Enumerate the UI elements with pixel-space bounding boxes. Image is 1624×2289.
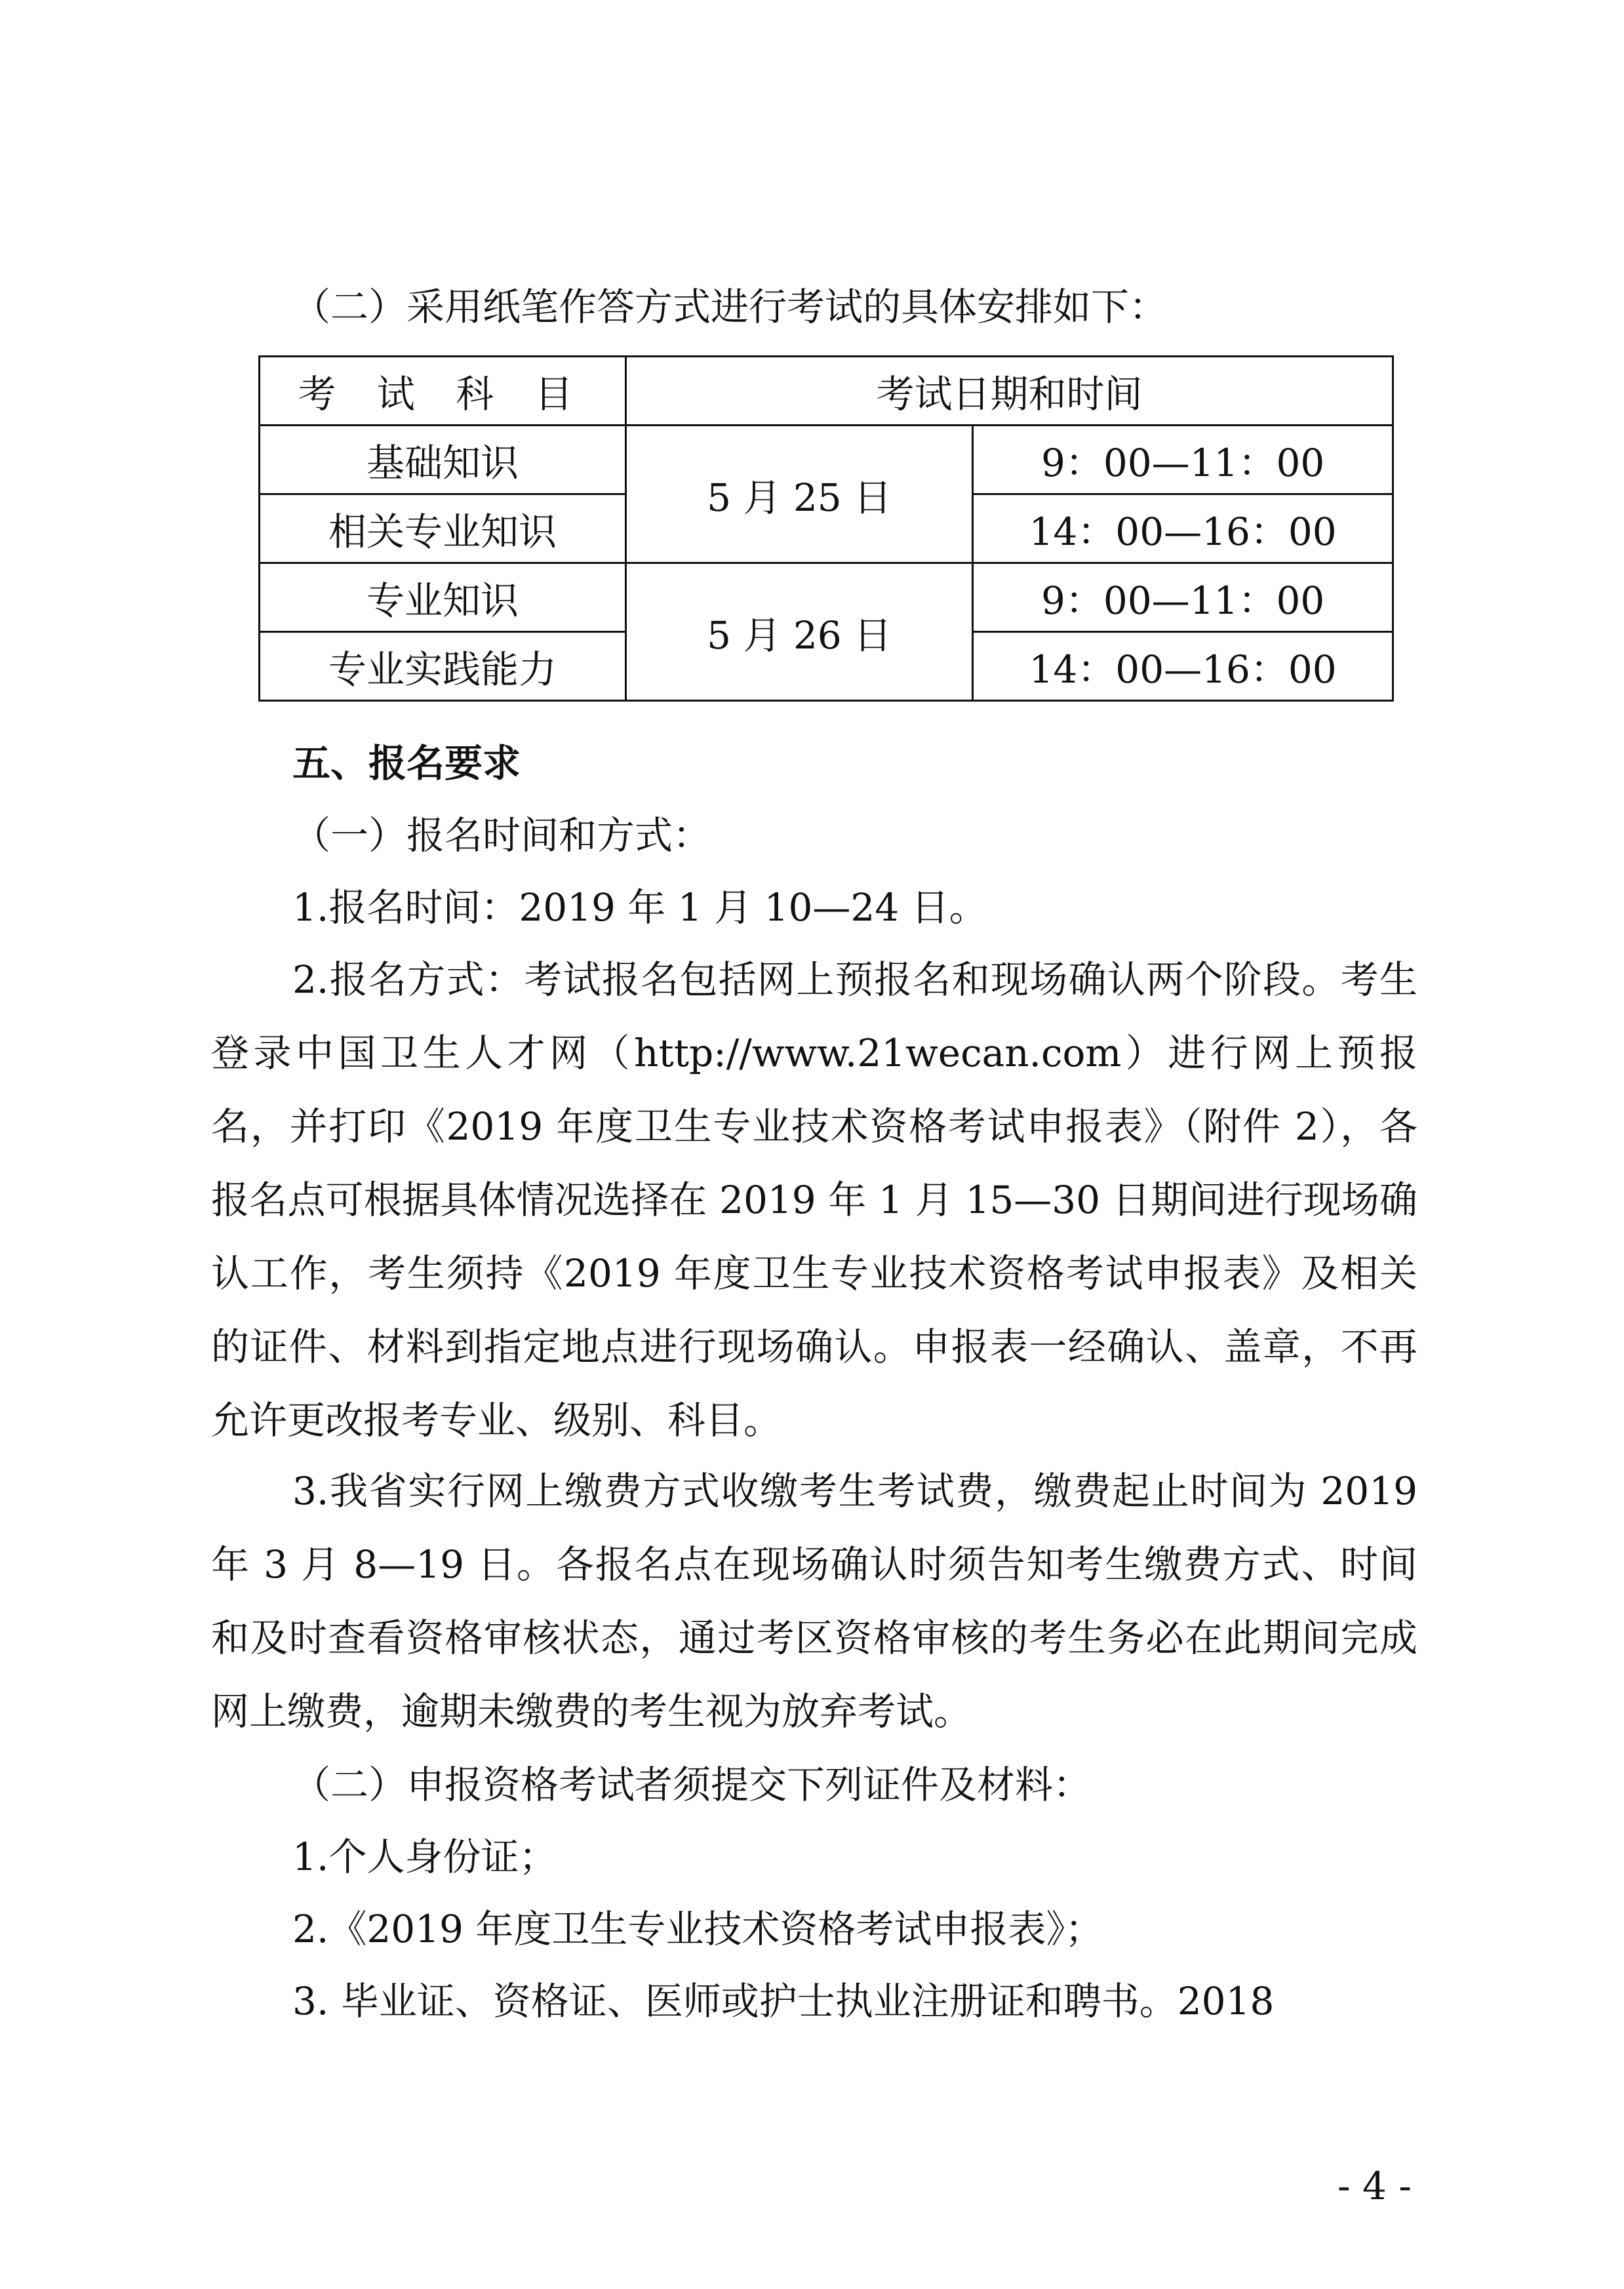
page-number: - 4 - xyxy=(1337,2164,1412,2208)
header-subject: 考 试 科 目 xyxy=(260,357,626,426)
subsection-heading: （一）报名时间和方式： xyxy=(292,813,711,858)
table-row xyxy=(260,426,1393,494)
time-cell: 9：00—11：00 xyxy=(973,563,1393,632)
list-item: 2.报名方式：考试报名包括网上预报名和现场确认两个阶段。考生登录中国卫生人才网（http://www.21wecan.com）进行网上预报名，并打印《2019 年度卫生专业技术资格考试申报表》（附件 2），各报名点可根据具体情况选择在 2019 年 1 月 15—30 日期间进行现场确认工作，考生须持《2019 年度卫生专业技术资格考试申报表》及相关的证件、材料到指定地点进行现场确认。申报表一经确认、盖章，不再允许更改报考专业、级别、科目。 xyxy=(211,957,1417,1443)
header-datetime: 考试日期和时间 xyxy=(626,357,1393,426)
table-row xyxy=(260,563,1393,632)
list-item: 2.《2019 年度卫生专业技术资格考试申报表》； xyxy=(292,1907,1103,1951)
time-cell: 14：00—16：00 xyxy=(973,632,1393,701)
subject-cell: 基础知识 xyxy=(260,426,626,494)
list-item: 1.个人身份证； xyxy=(292,1835,557,1879)
subsection-heading: （二）申报资格考试者须提交下列证件及材料： xyxy=(292,1762,1092,1807)
list-item: 3. 毕业证、资格证、医师或护士执业注册证和聘书。2018 xyxy=(292,1979,1275,2023)
list-item: 1.报名时间：2019 年 1 月 10—24 日。 xyxy=(292,885,987,930)
subject-cell: 相关专业知识 xyxy=(260,494,626,563)
date-cell: 5 月 25 日 xyxy=(626,426,973,563)
time-cell: 14：00—16：00 xyxy=(973,494,1393,563)
subject-cell: 专业实践能力 xyxy=(260,632,626,701)
list-item: 3.我省实行网上缴费方式收缴考生考试费，缴费起止时间为 2019 年 3 月 8—19 日。各报名点在现场确认时须告知考生缴费方式、时间和及时查看资格审核状态，通过考区资格审核的考生务必在此期间完成网上缴费，逾期未缴费的考生视为放弃考试。 xyxy=(211,1469,1417,1734)
exam-schedule-table xyxy=(258,355,1394,702)
section-subtitle: （二）采用纸笔作答方式进行考试的具体安排如下： xyxy=(292,285,1168,329)
time-cell: 9：00—11：00 xyxy=(973,426,1393,494)
table-header-row xyxy=(260,357,1393,426)
section-heading: 五、报名要求 xyxy=(292,741,521,786)
date-cell: 5 月 26 日 xyxy=(626,563,973,701)
subject-cell: 专业知识 xyxy=(260,563,626,632)
